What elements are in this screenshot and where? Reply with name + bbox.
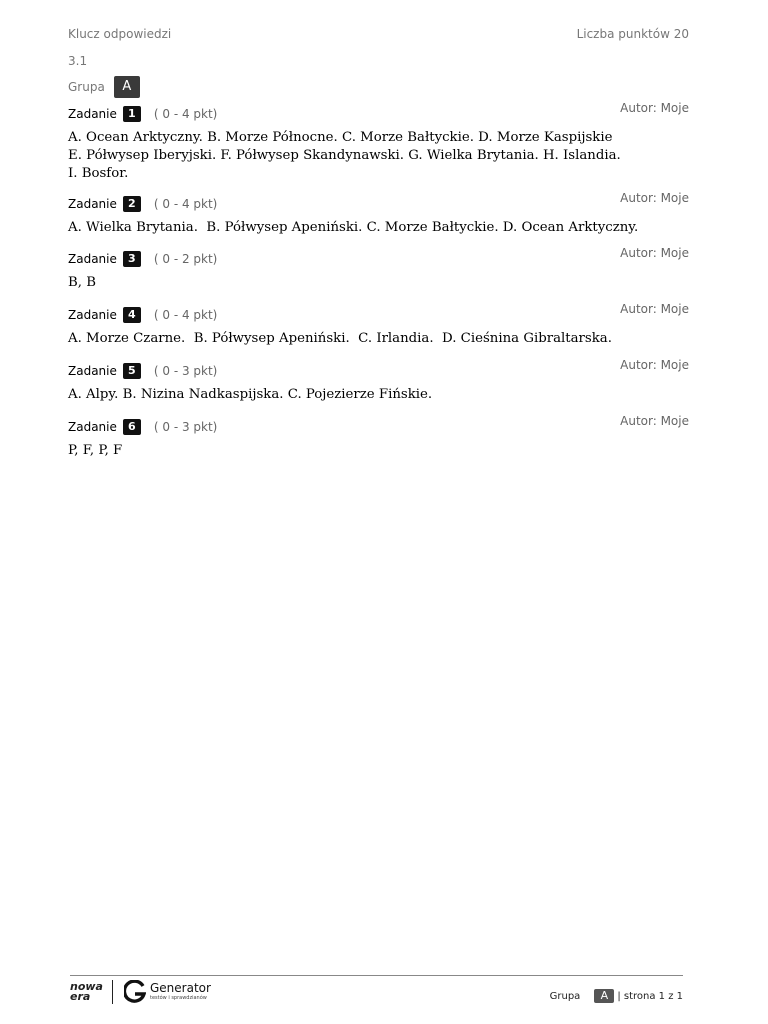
task-author: Autor: Moje [620, 358, 689, 372]
task-label: Zadanie [68, 364, 117, 378]
nowa-era-logo [70, 982, 103, 1002]
task-label: Zadanie [68, 420, 117, 434]
task-author: Autor: Moje [620, 101, 689, 115]
task-3 [68, 246, 689, 292]
task-2 [68, 191, 689, 237]
total-points: Liczba punktów 20 [576, 27, 689, 41]
task-points: ( 0 - 4 pkt) [153, 197, 218, 211]
task-points: ( 0 - 3 pkt) [153, 420, 218, 434]
logo-nowa-text: nowa [70, 980, 103, 993]
task-points: ( 0 - 4 pkt) [153, 308, 218, 322]
group-label: Grupa [68, 80, 105, 94]
logo-era-text: era [70, 990, 91, 1003]
task-number-badge: 2 [123, 196, 141, 212]
logo-separator [112, 980, 113, 1004]
task-author: Autor: Moje [620, 414, 689, 428]
task-author: Autor: Moje [620, 302, 689, 316]
task-1 [68, 101, 689, 183]
task-points: ( 0 - 3 pkt) [153, 364, 218, 378]
footer-page-info [550, 989, 683, 1003]
task-author: Autor: Moje [620, 191, 689, 205]
header-title: Klucz odpowiedzi [68, 27, 172, 41]
task-author: Autor: Moje [620, 246, 689, 260]
task-answer: P, F, P, F [68, 443, 123, 458]
task-points: ( 0 - 4 pkt) [153, 107, 218, 121]
task-number-badge: 4 [123, 307, 141, 323]
task-label: Zadanie [68, 197, 117, 211]
task-5 [68, 358, 689, 404]
task-answer: B, B [68, 275, 96, 290]
task-answer: A. Ocean Arktyczny. B. Morze Północne. C. Morze Bałtyckie. D. Morze Kaspijskie E. Półwysep Iberyjski. F. Półwysep Skandynawski. G. Wielka Brytania. H. Islandia. I. Bosfor. [68, 130, 621, 181]
task-points: ( 0 - 2 pkt) [153, 252, 218, 266]
task-label: Zadanie [68, 107, 117, 121]
task-number-badge: 3 [123, 251, 141, 267]
group-badge: A [114, 76, 140, 98]
generator-g-icon [124, 980, 146, 1004]
task-6 [68, 414, 689, 460]
footer-divider [70, 975, 683, 976]
task-4 [68, 302, 689, 348]
task-number-badge: 5 [123, 363, 141, 379]
task-label: Zadanie [68, 252, 117, 266]
generator-logo-text: Generator [150, 981, 211, 995]
group-indicator [68, 76, 140, 98]
section-number: 3.1 [68, 54, 88, 68]
footer [70, 980, 683, 1010]
task-answer: A. Wielka Brytania. B. Półwysep Apeniński. C. Morze Bałtyckie. D. Ocean Arktyczny. [68, 220, 639, 235]
footer-group-badge: A [594, 989, 614, 1003]
footer-group-label: Grupa [549, 990, 581, 1002]
task-label: Zadanie [68, 308, 117, 322]
task-answer: A. Morze Czarne. B. Półwysep Apeniński. C. Irlandia. D. Cieśnina Gibraltarska. [68, 331, 612, 346]
task-answer: A. Alpy. B. Nizina Nadkaspijska. C. Pojezierze Fińskie. [68, 387, 433, 402]
footer-page-number: | strona 1 z 1 [617, 990, 683, 1002]
task-number-badge: 1 [123, 106, 141, 122]
task-number-badge: 6 [123, 419, 141, 435]
generator-logo-subtext: testów i sprawdzianów [150, 995, 207, 1001]
